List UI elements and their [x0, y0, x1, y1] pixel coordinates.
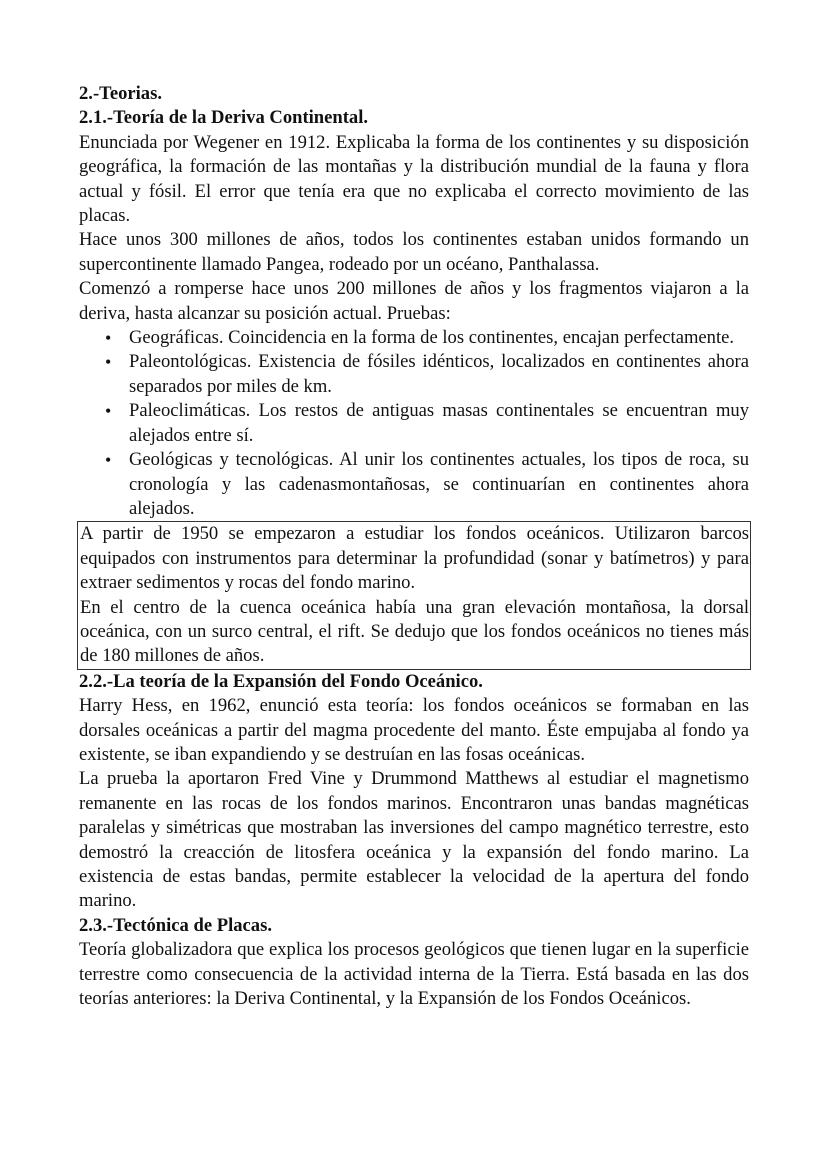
paragraph: Harry Hess, en 1962, enunció esta teoría: los fondos oceánicos se formaban en las dorsales oceánicas a partir del magma procedente del manto. Éste empujaba al fondo ya existente, se iban expandiendo y se destruían en las fosas oceánicas. — [79, 695, 749, 765]
list-item — [79, 326, 749, 350]
heading-expansion-fondo-oceanico: 2.2.-La teoría de la Expansión del Fondo Oceánico. — [79, 670, 483, 692]
list-item-text: Geológicas y tecnológicas. Al unir los continentes actuales, los tipos de roca, su cronología y las cadenasmontañosas, se continuarían en continentes ahora alejados. — [129, 449, 749, 519]
section-title: 2.-Teorias. — [79, 83, 162, 104]
bullet-icon: • — [105, 450, 112, 471]
proofs-list — [79, 326, 749, 521]
list-item-text: Paleontológicas. Existencia de fósiles idénticos, localizados en continentes ahora separados por miles de km. — [129, 351, 749, 397]
paragraph: Comenzó a romperse hace unos 200 millones de años y los fragmentos viajaron a la deriva, hasta alcanzar su posición actual. Pruebas: — [79, 278, 749, 324]
paragraph: En el centro de la cuenca oceánica había una gran elevación montañosa, la dorsal oceánica, con un surco central, el rift. Se dedujo que los fondos oceánicos no tienes más de 180 millones de años. — [80, 596, 749, 667]
paragraph: La prueba la aportaron Fred Vine y Drummond Matthews al estudiar el magnetismo remanente en las rocas de los fondos marinos. Encontraron unas bandas magnéticas paralelas y simétricas que mostraban las inversiones del campo magnético terrestre, esto demostró la creacción de litosfera oceánica y la expansión del fondo marino. La existencia de estas bandas, permite establecer la velocidad de la apertura del fondo marino. — [79, 768, 749, 912]
bullet-icon: • — [105, 401, 112, 422]
document-page — [79, 82, 749, 1011]
list-item — [79, 350, 749, 399]
list-item — [79, 399, 749, 448]
bullet-icon: • — [105, 328, 112, 349]
list-item — [79, 448, 749, 521]
paragraph: A partir de 1950 se empezaron a estudiar los fondos oceánicos. Utilizaron barcos equipados con instrumentos para determinar la profundidad (sonar y batímetros) y para extraer sedimentos y rocas del fondo marino. — [80, 523, 749, 594]
heading-deriva-continental: 2.1.-Teoría de la Deriva Continental. — [79, 107, 369, 129]
paragraph: Teoría globalizadora que explica los procesos geológicos que tienen lugar en la superficie terrestre como consecuencia de la actividad interna de la Tierra. Está basada en las dos teorías anteriores: la Deriva Continental, y la Expansión de los Fondos Oceánicos. — [79, 939, 749, 1010]
list-item-text: Geográficas. Coincidencia en la forma de los continentes, encajan perfectamente. — [129, 327, 735, 349]
paragraph: Hace unos 300 millones de años, todos los continentes estaban unidos formando un supercontinente llamado Pangea, rodeado por un océano, Panthalassa. — [79, 229, 749, 275]
heading-tectonica-de-placas: 2.3.-Tectónica de Placas. — [79, 914, 272, 936]
ocean-floor-box — [77, 521, 751, 669]
paragraph: Enunciada por Wegener en 1912. Explicaba la forma de los continentes y su disposición geográfica, la formación de las montañas y la distribución mundial de la fauna y flora actual y fósil. El error que tenía era que no explicaba el correcto movimiento de las placas. — [79, 131, 749, 227]
list-item-text: Paleoclimáticas. Los restos de antiguas masas continentales se encuentran muy alejados entre sí. — [129, 400, 749, 446]
bullet-icon: • — [105, 352, 112, 373]
